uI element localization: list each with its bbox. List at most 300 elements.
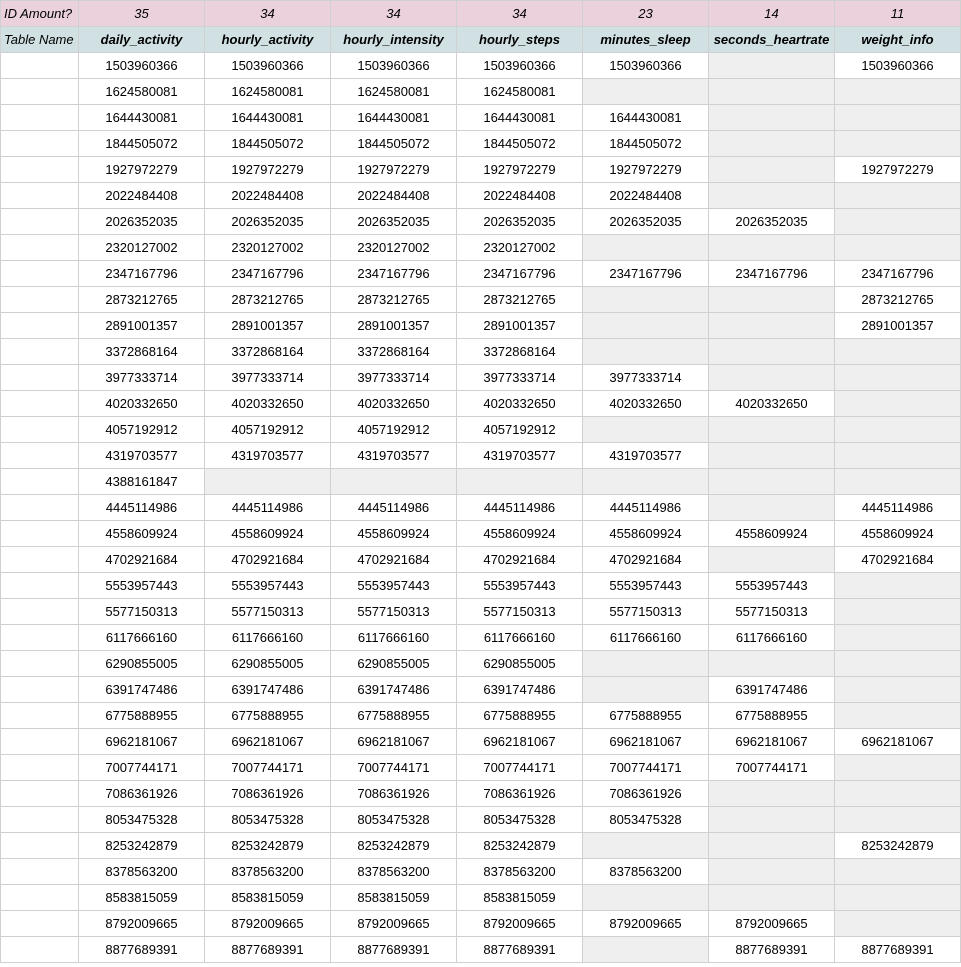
id-cell[interactable]: 4445114986 — [835, 495, 961, 521]
id-cell[interactable] — [583, 339, 709, 365]
id-cell[interactable]: 2320127002 — [79, 235, 205, 261]
id-cell[interactable]: 1503960366 — [205, 53, 331, 79]
id-cell[interactable]: 4319703577 — [457, 443, 583, 469]
id-cell[interactable]: 3372868164 — [457, 339, 583, 365]
id-cell[interactable]: 2347167796 — [205, 261, 331, 287]
id-cell[interactable] — [583, 651, 709, 677]
row-label-cell[interactable] — [1, 807, 79, 833]
id-cell[interactable]: 7086361926 — [205, 781, 331, 807]
id-cell[interactable]: 5577150313 — [79, 599, 205, 625]
id-cell[interactable]: 6775888955 — [583, 703, 709, 729]
id-cell[interactable]: 8378563200 — [331, 859, 457, 885]
id-cell[interactable] — [709, 53, 835, 79]
id-cell[interactable]: 2873212765 — [457, 287, 583, 313]
id-cell[interactable]: 2022484408 — [205, 183, 331, 209]
id-cell[interactable] — [835, 339, 961, 365]
id-cell[interactable]: 8378563200 — [457, 859, 583, 885]
id-cell[interactable]: 1644430081 — [331, 105, 457, 131]
id-cell[interactable]: 5553957443 — [205, 573, 331, 599]
row-label-cell[interactable] — [1, 235, 79, 261]
id-amount-cell[interactable]: 34 — [331, 1, 457, 27]
id-cell[interactable] — [709, 287, 835, 313]
table-row — [1, 547, 961, 573]
id-cell[interactable]: 6775888955 — [457, 703, 583, 729]
id-cell[interactable]: 4020332650 — [331, 391, 457, 417]
id-cell[interactable]: 4558609924 — [205, 521, 331, 547]
id-cell[interactable]: 1927972279 — [457, 157, 583, 183]
id-cell[interactable] — [835, 885, 961, 911]
row-label-cell[interactable] — [1, 573, 79, 599]
id-cell[interactable]: 2026352035 — [205, 209, 331, 235]
row-label-cell[interactable] — [1, 105, 79, 131]
id-cell[interactable]: 4020332650 — [457, 391, 583, 417]
row-label-cell[interactable] — [1, 833, 79, 859]
id-cell[interactable]: 4558609924 — [79, 521, 205, 547]
id-cell[interactable]: 5553957443 — [331, 573, 457, 599]
id-cell[interactable]: 4558609924 — [709, 521, 835, 547]
id-cell[interactable]: 1503960366 — [457, 53, 583, 79]
id-cell[interactable]: 2347167796 — [457, 261, 583, 287]
id-cell[interactable]: 3977333714 — [583, 365, 709, 391]
id-cell[interactable]: 2022484408 — [583, 183, 709, 209]
id-cell[interactable] — [835, 79, 961, 105]
id-cell[interactable]: 2891001357 — [835, 313, 961, 339]
id-cell[interactable]: 6962181067 — [331, 729, 457, 755]
row-label-cell[interactable] — [1, 677, 79, 703]
id-amount-label[interactable]: ID Amount? — [1, 1, 79, 27]
id-cell[interactable] — [835, 183, 961, 209]
id-cell[interactable]: 6290855005 — [331, 651, 457, 677]
id-cell[interactable]: 6962181067 — [457, 729, 583, 755]
id-cell[interactable]: 8583815059 — [205, 885, 331, 911]
id-cell[interactable]: 4558609924 — [457, 521, 583, 547]
id-cell[interactable]: 3977333714 — [205, 365, 331, 391]
id-cell[interactable]: 1503960366 — [79, 53, 205, 79]
id-cell[interactable] — [709, 495, 835, 521]
id-cell[interactable]: 8253242879 — [79, 833, 205, 859]
id-cell[interactable]: 4445114986 — [331, 495, 457, 521]
id-cell[interactable]: 6962181067 — [835, 729, 961, 755]
id-cell[interactable]: 2891001357 — [457, 313, 583, 339]
id-cell[interactable] — [331, 469, 457, 495]
id-cell[interactable]: 4319703577 — [331, 443, 457, 469]
id-cell[interactable]: 1927972279 — [205, 157, 331, 183]
id-cell[interactable]: 8378563200 — [79, 859, 205, 885]
row-label-cell[interactable] — [1, 131, 79, 157]
row-label-cell[interactable] — [1, 651, 79, 677]
row-label-cell[interactable] — [1, 53, 79, 79]
id-cell[interactable]: 7086361926 — [583, 781, 709, 807]
table-name-cell[interactable]: hourly_activity — [205, 27, 331, 53]
id-cell[interactable]: 7007744171 — [457, 755, 583, 781]
id-amount-cell[interactable]: 23 — [583, 1, 709, 27]
id-cell[interactable] — [709, 807, 835, 833]
id-cell[interactable]: 4020332650 — [709, 391, 835, 417]
id-cell[interactable] — [709, 651, 835, 677]
id-cell[interactable]: 8877689391 — [205, 937, 331, 963]
row-label-cell[interactable] — [1, 443, 79, 469]
id-cell[interactable]: 2873212765 — [331, 287, 457, 313]
id-cell[interactable] — [835, 417, 961, 443]
id-cell[interactable] — [709, 157, 835, 183]
id-cell[interactable] — [835, 781, 961, 807]
id-cell[interactable]: 6775888955 — [331, 703, 457, 729]
id-cell[interactable]: 1927972279 — [331, 157, 457, 183]
id-cell[interactable] — [835, 755, 961, 781]
id-cell[interactable]: 2026352035 — [457, 209, 583, 235]
id-cell[interactable]: 1644430081 — [457, 105, 583, 131]
id-cell[interactable]: 8378563200 — [583, 859, 709, 885]
id-cell[interactable]: 1927972279 — [79, 157, 205, 183]
id-cell[interactable]: 8583815059 — [457, 885, 583, 911]
id-cell[interactable]: 6391747486 — [79, 677, 205, 703]
id-cell[interactable]: 7086361926 — [79, 781, 205, 807]
id-cell[interactable] — [583, 833, 709, 859]
row-label-cell[interactable] — [1, 911, 79, 937]
id-cell[interactable]: 8792009665 — [583, 911, 709, 937]
id-cell[interactable]: 6775888955 — [709, 703, 835, 729]
id-cell[interactable]: 1844505072 — [331, 131, 457, 157]
row-label-cell[interactable] — [1, 755, 79, 781]
table-name-cell[interactable]: seconds_heartrate — [709, 27, 835, 53]
id-cell[interactable]: 1927972279 — [835, 157, 961, 183]
id-cell[interactable] — [709, 339, 835, 365]
id-cell[interactable]: 6962181067 — [583, 729, 709, 755]
id-cell[interactable] — [583, 885, 709, 911]
id-cell[interactable]: 2026352035 — [79, 209, 205, 235]
id-cell[interactable] — [709, 313, 835, 339]
row-label-cell[interactable] — [1, 261, 79, 287]
id-cell[interactable]: 2022484408 — [331, 183, 457, 209]
id-cell[interactable] — [835, 651, 961, 677]
table-row — [1, 859, 961, 885]
id-cell[interactable]: 7007744171 — [205, 755, 331, 781]
id-cell[interactable]: 6391747486 — [709, 677, 835, 703]
table-row — [1, 131, 961, 157]
id-cell[interactable]: 3977333714 — [331, 365, 457, 391]
id-cell[interactable] — [835, 131, 961, 157]
id-cell[interactable]: 2347167796 — [79, 261, 205, 287]
row-label-cell[interactable] — [1, 625, 79, 651]
id-cell[interactable]: 7007744171 — [79, 755, 205, 781]
id-cell[interactable]: 3372868164 — [331, 339, 457, 365]
id-cell[interactable] — [709, 885, 835, 911]
id-cell[interactable]: 4702921684 — [331, 547, 457, 573]
id-cell[interactable]: 6117666160 — [205, 625, 331, 651]
id-cell[interactable]: 4319703577 — [583, 443, 709, 469]
id-cell[interactable]: 2320127002 — [457, 235, 583, 261]
id-cell[interactable]: 8792009665 — [79, 911, 205, 937]
id-cell[interactable]: 4445114986 — [457, 495, 583, 521]
id-cell[interactable] — [583, 79, 709, 105]
row-label-cell[interactable] — [1, 365, 79, 391]
id-cell[interactable] — [709, 183, 835, 209]
row-label-cell[interactable] — [1, 287, 79, 313]
id-cell[interactable]: 4558609924 — [835, 521, 961, 547]
id-cell[interactable]: 8877689391 — [79, 937, 205, 963]
id-cell[interactable]: 8792009665 — [205, 911, 331, 937]
id-cell[interactable]: 4020332650 — [205, 391, 331, 417]
id-cell[interactable]: 8583815059 — [331, 885, 457, 911]
id-cell[interactable]: 8792009665 — [457, 911, 583, 937]
id-cell[interactable]: 1624580081 — [205, 79, 331, 105]
id-cell[interactable]: 1844505072 — [205, 131, 331, 157]
row-label-cell[interactable] — [1, 703, 79, 729]
id-cell[interactable]: 6775888955 — [205, 703, 331, 729]
id-cell[interactable]: 2873212765 — [79, 287, 205, 313]
id-cell[interactable]: 1644430081 — [583, 105, 709, 131]
id-cell[interactable]: 8792009665 — [331, 911, 457, 937]
id-cell[interactable] — [835, 599, 961, 625]
id-cell[interactable] — [709, 235, 835, 261]
id-cell[interactable]: 5553957443 — [79, 573, 205, 599]
id-cell[interactable]: 7086361926 — [457, 781, 583, 807]
id-cell[interactable] — [457, 469, 583, 495]
id-cell[interactable] — [709, 469, 835, 495]
table-name-cell[interactable]: hourly_steps — [457, 27, 583, 53]
id-cell[interactable] — [583, 235, 709, 261]
id-cell[interactable]: 6290855005 — [79, 651, 205, 677]
table-name-cell[interactable]: daily_activity — [79, 27, 205, 53]
id-cell[interactable]: 1624580081 — [457, 79, 583, 105]
row-label-cell[interactable] — [1, 547, 79, 573]
id-cell[interactable]: 2873212765 — [835, 287, 961, 313]
id-cell[interactable]: 8053475328 — [205, 807, 331, 833]
id-cell[interactable]: 1624580081 — [331, 79, 457, 105]
id-cell[interactable] — [709, 417, 835, 443]
id-cell[interactable]: 1644430081 — [79, 105, 205, 131]
id-cell[interactable]: 1644430081 — [205, 105, 331, 131]
row-label-cell[interactable] — [1, 183, 79, 209]
id-cell[interactable]: 6290855005 — [205, 651, 331, 677]
id-cell[interactable]: 4558609924 — [331, 521, 457, 547]
id-cell[interactable]: 3977333714 — [79, 365, 205, 391]
row-label-cell[interactable] — [1, 391, 79, 417]
id-cell[interactable]: 2347167796 — [583, 261, 709, 287]
id-cell[interactable] — [835, 703, 961, 729]
id-cell[interactable]: 1503960366 — [331, 53, 457, 79]
id-cell[interactable]: 5577150313 — [331, 599, 457, 625]
id-cell[interactable]: 5577150313 — [709, 599, 835, 625]
id-cell[interactable]: 6962181067 — [205, 729, 331, 755]
table-name-cell[interactable]: hourly_intensity — [331, 27, 457, 53]
id-cell[interactable] — [835, 625, 961, 651]
id-amount-cell[interactable]: 35 — [79, 1, 205, 27]
id-cell[interactable]: 2873212765 — [205, 287, 331, 313]
id-cell[interactable]: 8583815059 — [79, 885, 205, 911]
id-cell[interactable]: 7007744171 — [583, 755, 709, 781]
row-label-cell[interactable] — [1, 885, 79, 911]
id-cell[interactable]: 8877689391 — [457, 937, 583, 963]
id-cell[interactable]: 1503960366 — [583, 53, 709, 79]
id-cell[interactable]: 4445114986 — [583, 495, 709, 521]
id-cell[interactable]: 4388161847 — [79, 469, 205, 495]
id-cell[interactable]: 2320127002 — [331, 235, 457, 261]
id-cell[interactable]: 6391747486 — [457, 677, 583, 703]
id-cell[interactable] — [835, 209, 961, 235]
id-cell[interactable] — [709, 833, 835, 859]
id-cell[interactable] — [583, 677, 709, 703]
id-cell[interactable]: 8253242879 — [331, 833, 457, 859]
row-label-cell[interactable] — [1, 521, 79, 547]
id-cell[interactable]: 7007744171 — [709, 755, 835, 781]
row-label-cell[interactable] — [1, 313, 79, 339]
id-cell[interactable]: 1927972279 — [583, 157, 709, 183]
id-cell[interactable]: 8792009665 — [709, 911, 835, 937]
id-cell[interactable] — [709, 443, 835, 469]
id-cell[interactable]: 4702921684 — [205, 547, 331, 573]
id-cell[interactable]: 8053475328 — [583, 807, 709, 833]
id-cell[interactable]: 2347167796 — [709, 261, 835, 287]
id-cell[interactable]: 6962181067 — [79, 729, 205, 755]
row-label-cell[interactable] — [1, 469, 79, 495]
id-cell[interactable] — [835, 677, 961, 703]
row-label-cell[interactable] — [1, 781, 79, 807]
id-cell[interactable]: 6391747486 — [331, 677, 457, 703]
id-cell[interactable] — [709, 547, 835, 573]
id-cell[interactable]: 4057192912 — [331, 417, 457, 443]
id-cell[interactable] — [583, 287, 709, 313]
id-cell[interactable]: 4702921684 — [79, 547, 205, 573]
id-cell[interactable]: 3977333714 — [457, 365, 583, 391]
id-cell[interactable] — [835, 235, 961, 261]
id-cell[interactable]: 7086361926 — [331, 781, 457, 807]
id-cell[interactable]: 6117666160 — [457, 625, 583, 651]
table-name-cell[interactable]: minutes_sleep — [583, 27, 709, 53]
id-cell[interactable]: 4057192912 — [205, 417, 331, 443]
id-cell[interactable]: 2347167796 — [835, 261, 961, 287]
id-cell[interactable]: 2891001357 — [79, 313, 205, 339]
table-name-label[interactable]: Table Name — [1, 27, 79, 53]
id-cell[interactable]: 1844505072 — [79, 131, 205, 157]
row-label-cell[interactable] — [1, 937, 79, 963]
id-cell[interactable] — [835, 911, 961, 937]
id-cell[interactable]: 8053475328 — [457, 807, 583, 833]
row-label-cell[interactable] — [1, 79, 79, 105]
id-cell[interactable]: 6117666160 — [331, 625, 457, 651]
id-cell[interactable]: 1844505072 — [457, 131, 583, 157]
id-cell[interactable]: 1844505072 — [583, 131, 709, 157]
id-cell[interactable]: 8877689391 — [331, 937, 457, 963]
id-cell[interactable]: 7007744171 — [331, 755, 457, 781]
row-label-cell[interactable] — [1, 417, 79, 443]
id-cell[interactable]: 8253242879 — [457, 833, 583, 859]
id-cell[interactable] — [835, 859, 961, 885]
row-label-cell[interactable] — [1, 599, 79, 625]
id-cell[interactable]: 5577150313 — [457, 599, 583, 625]
id-cell[interactable]: 6962181067 — [709, 729, 835, 755]
id-cell[interactable] — [835, 105, 961, 131]
id-cell[interactable]: 5577150313 — [583, 599, 709, 625]
row-label-cell[interactable] — [1, 495, 79, 521]
id-amount-cell[interactable]: 34 — [457, 1, 583, 27]
id-cell[interactable]: 4057192912 — [457, 417, 583, 443]
id-cell[interactable] — [835, 365, 961, 391]
id-cell[interactable] — [583, 417, 709, 443]
id-amount-cell[interactable]: 11 — [835, 1, 961, 27]
id-cell[interactable] — [709, 781, 835, 807]
id-cell[interactable] — [709, 105, 835, 131]
id-cell[interactable] — [835, 391, 961, 417]
id-cell[interactable]: 8053475328 — [79, 807, 205, 833]
id-cell[interactable]: 1503960366 — [835, 53, 961, 79]
id-cell[interactable]: 2026352035 — [583, 209, 709, 235]
id-cell[interactable]: 8253242879 — [205, 833, 331, 859]
id-cell[interactable] — [583, 937, 709, 963]
table-name-cell[interactable]: weight_info — [835, 27, 961, 53]
id-cell[interactable]: 4445114986 — [79, 495, 205, 521]
id-cell[interactable]: 4020332650 — [583, 391, 709, 417]
id-cell[interactable]: 6117666160 — [583, 625, 709, 651]
row-label-cell[interactable] — [1, 157, 79, 183]
id-cell[interactable]: 5553957443 — [709, 573, 835, 599]
id-cell[interactable]: 2347167796 — [331, 261, 457, 287]
id-cell[interactable]: 3372868164 — [205, 339, 331, 365]
id-cell[interactable]: 2022484408 — [79, 183, 205, 209]
id-cell[interactable] — [583, 469, 709, 495]
id-amount-cell[interactable]: 14 — [709, 1, 835, 27]
id-cell[interactable]: 2891001357 — [331, 313, 457, 339]
row-label-cell[interactable] — [1, 859, 79, 885]
id-cell[interactable] — [835, 469, 961, 495]
id-cell[interactable] — [709, 859, 835, 885]
id-cell[interactable]: 1624580081 — [79, 79, 205, 105]
id-cell[interactable]: 8253242879 — [835, 833, 961, 859]
id-cell[interactable] — [205, 469, 331, 495]
id-cell[interactable]: 6117666160 — [79, 625, 205, 651]
id-cell[interactable]: 4702921684 — [457, 547, 583, 573]
id-cell[interactable]: 6117666160 — [709, 625, 835, 651]
row-label-cell[interactable] — [1, 729, 79, 755]
id-cell[interactable]: 3372868164 — [79, 339, 205, 365]
id-cell[interactable]: 2026352035 — [709, 209, 835, 235]
id-cell[interactable]: 6391747486 — [205, 677, 331, 703]
id-cell[interactable]: 4057192912 — [79, 417, 205, 443]
id-cell[interactable]: 5577150313 — [205, 599, 331, 625]
id-cell[interactable]: 8053475328 — [331, 807, 457, 833]
id-cell[interactable]: 5553957443 — [457, 573, 583, 599]
table-row — [1, 625, 961, 651]
id-cell[interactable]: 6775888955 — [79, 703, 205, 729]
id-cell[interactable] — [583, 313, 709, 339]
id-cell[interactable]: 6290855005 — [457, 651, 583, 677]
id-cell[interactable]: 4702921684 — [583, 547, 709, 573]
id-cell[interactable] — [709, 131, 835, 157]
id-cell[interactable]: 2026352035 — [331, 209, 457, 235]
row-label-cell[interactable] — [1, 209, 79, 235]
id-cell[interactable]: 2022484408 — [457, 183, 583, 209]
id-cell[interactable] — [709, 365, 835, 391]
id-cell[interactable]: 2320127002 — [205, 235, 331, 261]
id-cell[interactable]: 8877689391 — [709, 937, 835, 963]
id-cell[interactable] — [709, 79, 835, 105]
id-cell[interactable]: 2891001357 — [205, 313, 331, 339]
id-cell[interactable]: 4020332650 — [79, 391, 205, 417]
id-cell[interactable]: 4702921684 — [835, 547, 961, 573]
id-amount-cell[interactable]: 34 — [205, 1, 331, 27]
id-cell[interactable]: 4558609924 — [583, 521, 709, 547]
row-label-cell[interactable] — [1, 339, 79, 365]
id-cell[interactable] — [835, 807, 961, 833]
id-cell[interactable]: 8378563200 — [205, 859, 331, 885]
id-cell[interactable]: 4319703577 — [79, 443, 205, 469]
id-cell[interactable] — [835, 573, 961, 599]
id-cell[interactable]: 4319703577 — [205, 443, 331, 469]
id-cell[interactable]: 5553957443 — [583, 573, 709, 599]
id-cell[interactable]: 4445114986 — [205, 495, 331, 521]
id-cell[interactable] — [835, 443, 961, 469]
id-cell[interactable]: 8877689391 — [835, 937, 961, 963]
